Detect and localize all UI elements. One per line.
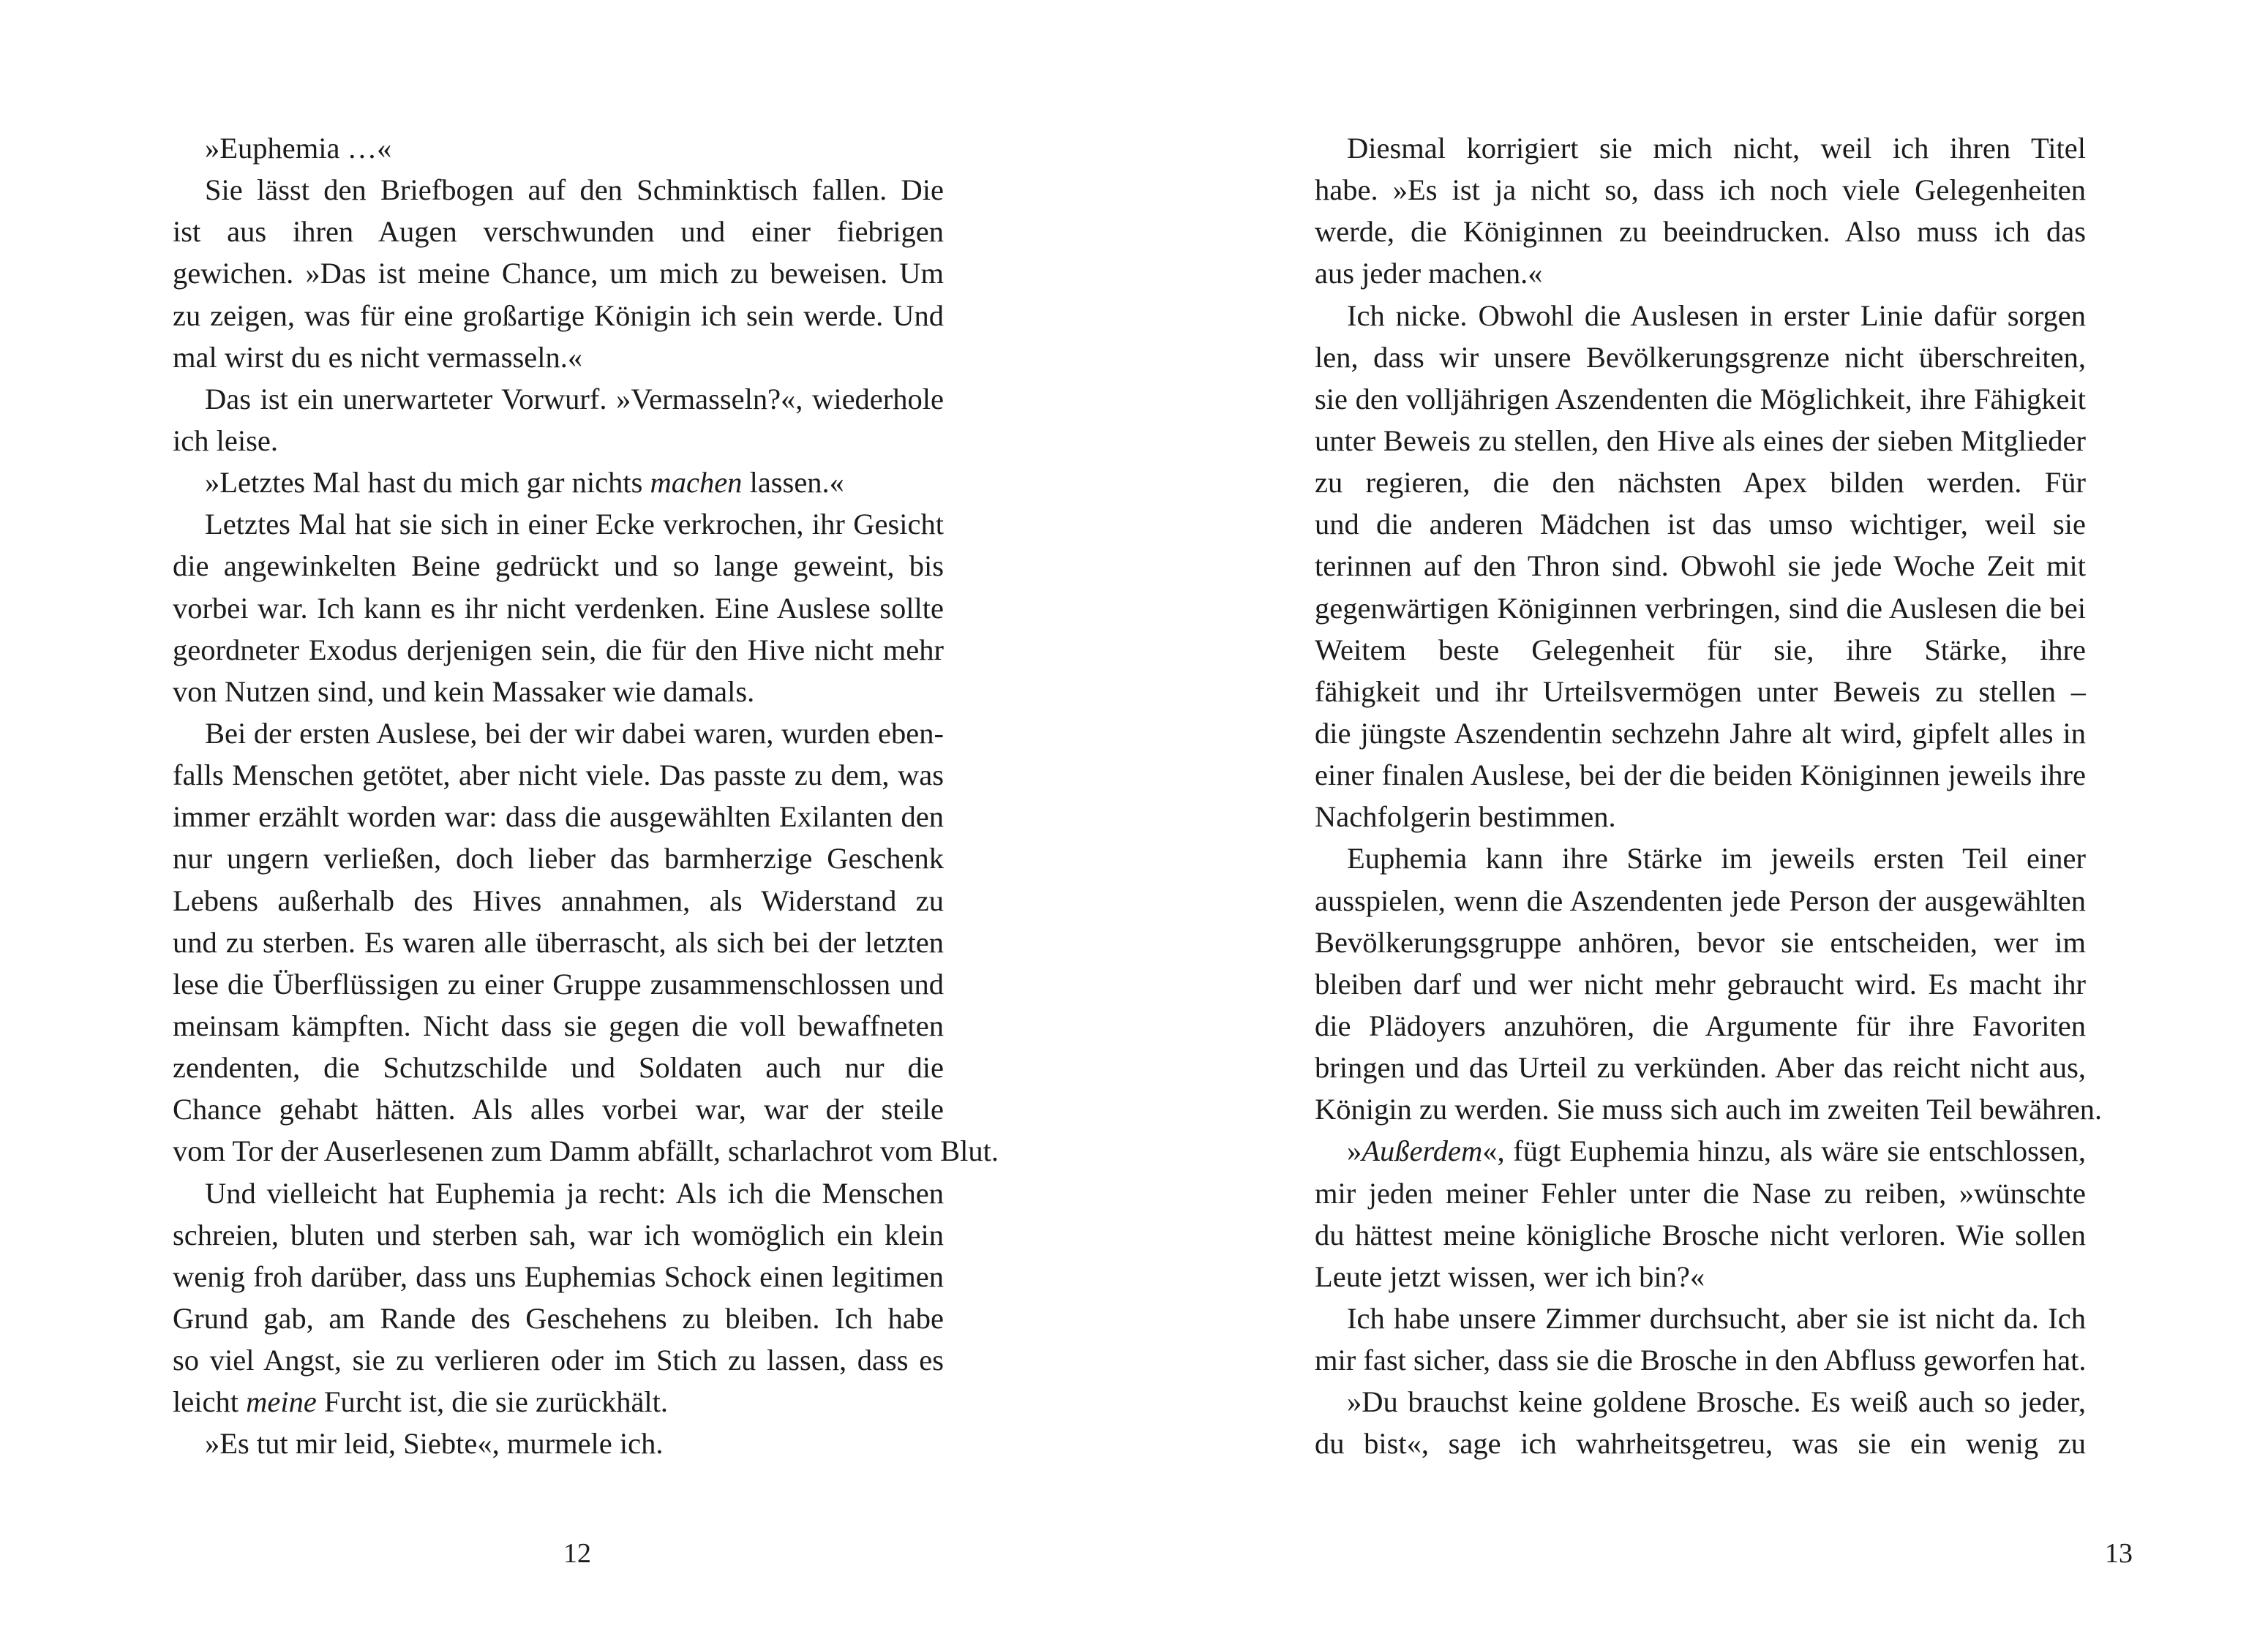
text-line: falls Menschen getötet, aber nicht viele. Das passte zu dem, was (173, 758, 944, 792)
text-line: Nachfolgerin bestimmen. (1315, 800, 1616, 834)
text-segment: lassen.« (742, 466, 844, 500)
text-line: Sie lässt den Briefbogen auf den Schminktisch fallen. Die (205, 173, 944, 207)
text-line: bleiben darf und wer nicht mehr gebraucht wird. Es macht ihr (1315, 967, 2086, 1001)
text-segment: »Letztes Mal hast du mich gar nichts (205, 466, 650, 500)
text-line: von Nutzen sind, und kein Massaker wie damals. (173, 674, 755, 708)
text-line: Lebens außerhalb des Hives annahmen, als Widerstand zu (173, 884, 944, 917)
text-line: Euphemia kann ihre Stärke im jeweils ersten Teil einer (1347, 842, 2086, 875)
text-line: gewichen. »Das ist meine Chance, um mich zu beweisen. Um (173, 257, 944, 290)
italic-emphasis: Außerdem (1362, 1134, 1483, 1168)
text-line (1315, 1130, 2086, 1172)
text-line: zu zeigen, was für eine großartige Königin ich sein werde. Und (173, 298, 944, 332)
text-line: »Es tut mir leid, Siebte«, murmele ich. (205, 1427, 664, 1461)
text-line: gegenwärtigen Königinnen verbringen, sind die Auslesen die bei (1315, 591, 2086, 625)
text-line: fähigkeit und ihr Urteilsvermögen unter Beweis zu stellen – (1315, 674, 2086, 708)
text-line: die jüngste Aszendentin sechzehn Jahre alt wird, gipfelt alles in (1315, 716, 2086, 750)
text-line: Ich habe unsere Zimmer durchsucht, aber sie ist nicht da. Ich (1347, 1301, 2086, 1335)
right-page-body-text (1315, 127, 2103, 1465)
text-line: unter Beweis zu stellen, den Hive als eines der sieben Mitglieder (1315, 423, 2086, 457)
right-book-page (1134, 0, 2268, 1642)
text-line: ist aus ihren Augen verschwunden und einer fiebrigen (173, 215, 944, 249)
text-line: schreien, bluten und sterben sah, war ich womöglich ein klein (173, 1218, 944, 1251)
text-line: Weitem beste Gelegenheit für sie, ihre Stärke, ihre (1315, 633, 2086, 666)
text-line: geordneter Exodus derjenigen sein, die für den Hive nicht mehr (173, 633, 944, 666)
right-page-number: 13 (2105, 1538, 2133, 1569)
left-page-number: 12 (563, 1538, 591, 1569)
text-line: du hättest meine königliche Brosche nicht verloren. Wie sollen (1315, 1218, 2086, 1251)
text-line: Diesmal korrigiert sie mich nicht, weil ich ihren Titel (1347, 132, 2086, 165)
text-segment: leicht (173, 1385, 247, 1419)
text-line (173, 462, 944, 503)
text-line: werde, die Königinnen zu beeindrucken. Also muss ich das (1315, 215, 2086, 249)
text-line: die Plädoyers anzuhören, die Argumente für ihre Favoriten (1315, 1009, 2086, 1042)
text-line: vom Tor der Auserlesenen zum Damm abfällt, scharlachrot vom Blut. (173, 1134, 999, 1168)
text-line: die angewinkelten Beine gedrückt und so lange geweint, bis (173, 549, 944, 583)
text-line: du bist«, sage ich wahrheitsgetreu, was sie ein wenig zu (1315, 1427, 2086, 1461)
text-segment: «, fügt Euphemia hinzu, als wäre sie entschlossen, (1482, 1134, 2086, 1168)
text-line: zendenten, die Schutzschilde und Soldaten auch nur die (173, 1051, 944, 1085)
text-line: und zu sterben. Es waren alle überrascht, als sich bei der letzten (173, 925, 944, 959)
text-line: Leute jetzt wissen, wer ich bin?« (1315, 1259, 1705, 1293)
text-line: mal wirst du es nicht vermasseln.« (173, 340, 583, 374)
text-line: Chance gehabt hätten. Als alles vorbei war, war der steile (173, 1093, 944, 1126)
text-line: Königin zu werden. Sie muss sich auch im zweiten Teil bewähren. (1315, 1093, 2103, 1126)
text-line: bringen und das Urteil zu verkünden. Aber das reicht nicht aus, (1315, 1051, 2086, 1085)
italic-emphasis: meine (246, 1385, 317, 1419)
text-segment: » (1347, 1134, 1362, 1168)
text-line: ausspielen, wenn die Aszendenten jede Person der ausgewählten (1315, 884, 2086, 917)
text-line: lese die Überflüssigen zu einer Gruppe zusammenschlossen und (173, 967, 944, 1001)
text-line: vorbei war. Ich kann es ihr nicht verdenken. Eine Auslese sollte (173, 591, 944, 625)
text-line: Und vielleicht hat Euphemia ja recht: Als ich die Menschen (205, 1176, 944, 1210)
text-segment: Furcht ist, die sie zurückhält. (316, 1385, 669, 1419)
text-line: meinsam kämpften. Nicht dass sie gegen die voll bewaffneten (173, 1009, 944, 1042)
text-line: »Du brauchst keine goldene Brosche. Es weiß auch so jeder, (1347, 1385, 2086, 1419)
text-line: immer erzählt worden war: dass die ausgewählten Exilanten den (173, 800, 944, 834)
text-line: nur ungern verließen, doch lieber das barmherzige Geschenk (173, 842, 944, 875)
italic-emphasis: machen (650, 466, 743, 500)
text-line: wenig froh darüber, dass uns Euphemias Schock einen legitimen (173, 1259, 944, 1293)
text-line: aus jeder machen.« (1315, 257, 1543, 290)
text-line: und die anderen Mädchen ist das umso wichtiger, weil sie (1315, 508, 2086, 541)
text-line: len, dass wir unsere Bevölkerungsgrenze nicht überschreiten, (1315, 340, 2086, 374)
text-line: sie den volljährigen Aszendenten die Möglichkeit, ihre Fähigkeit (1315, 382, 2086, 415)
text-line: zu regieren, die den nächsten Apex bilden werden. Für (1315, 466, 2086, 500)
text-line: ich leise. (173, 423, 278, 457)
text-line: Letztes Mal hat sie sich in einer Ecke verkrochen, ihr Gesicht (205, 508, 944, 541)
text-line: habe. »Es ist ja nicht so, dass ich noch viele Gelegenheiten (1315, 173, 2086, 207)
left-page-body-text (173, 127, 999, 1465)
text-line: mir jeden meiner Fehler unter die Nase zu reiben, »wünschte (1315, 1176, 2086, 1210)
text-line: Bei der ersten Auslese, bei der wir dabei waren, wurden eben- (205, 716, 944, 750)
text-line: mir fast sicher, dass sie die Brosche in den Abfluss geworfen hat. (1315, 1344, 2087, 1377)
text-line: terinnen auf den Thron sind. Obwohl sie jede Woche Zeit mit (1315, 549, 2086, 583)
text-line: Das ist ein unerwarteter Vorwurf. »Vermasseln?«, wiederhole (205, 382, 944, 415)
text-line: einer finalen Auslese, bei der die beiden Königinnen jeweils ihre (1315, 758, 2086, 792)
text-line: Ich nicke. Obwohl die Auslesen in erster Linie dafür sorgen (1347, 298, 2086, 332)
text-line: Bevölkerungsgruppe anhören, bevor sie entscheiden, wer im (1315, 925, 2086, 959)
text-line: Grund gab, am Rande des Geschehens zu bleiben. Ich habe (173, 1301, 944, 1335)
text-line: »Euphemia …« (205, 132, 392, 165)
text-line: so viel Angst, sie zu verlieren oder im Stich zu lassen, dass es (173, 1344, 944, 1377)
text-line (173, 1381, 944, 1423)
